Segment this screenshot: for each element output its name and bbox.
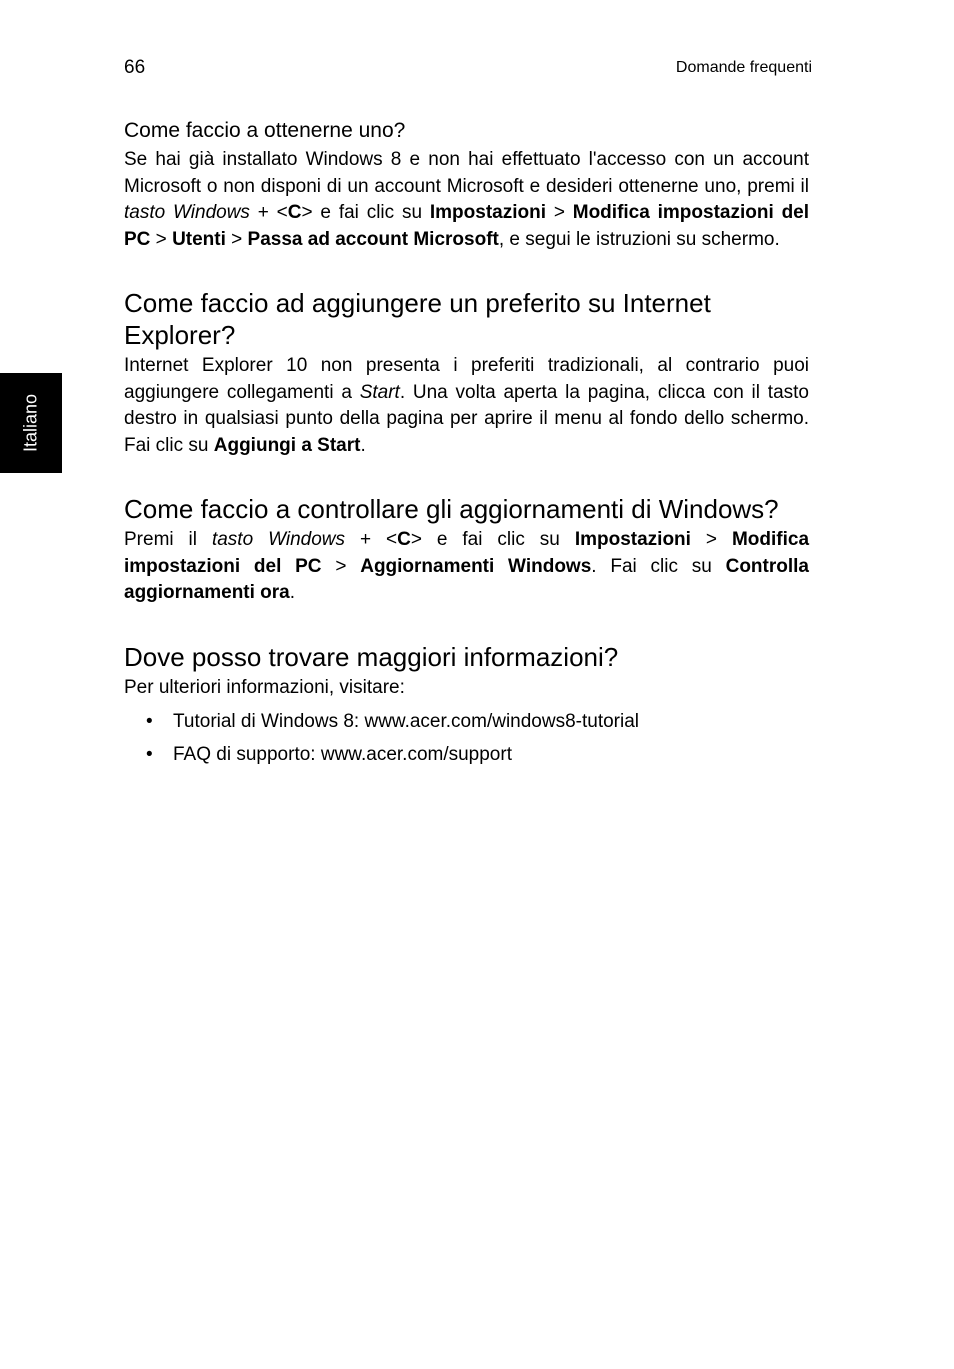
info-link-list xyxy=(124,709,809,768)
running-header: Domande frequenti xyxy=(675,59,812,76)
text-run-bold: Utenti xyxy=(172,228,226,250)
text-run: , e segui le istruzioni su schermo. xyxy=(498,228,780,250)
text-run: > xyxy=(150,228,173,250)
page-content xyxy=(124,117,809,775)
section-updates xyxy=(124,493,809,607)
text-run-bold: Controlla aggiornamenti ora xyxy=(124,555,809,603)
bullet: • xyxy=(146,711,153,732)
language-side-tab-label: Italiano xyxy=(20,393,41,453)
text-run: . xyxy=(360,434,366,456)
list-item xyxy=(124,742,809,768)
info-heading: Dove posso trovare maggiori informazioni? xyxy=(124,641,619,672)
language-side-tab xyxy=(0,373,62,473)
text-run-bold: Aggiornamenti Windows xyxy=(360,555,592,577)
section-account xyxy=(124,117,809,253)
text-run: . Una volta aperta la pagina, clicca con il tasto destro in qualsiasi punto della pagina per aprire il menu al fondo dello schermo. Fai clic su xyxy=(124,381,809,456)
text-run: + < xyxy=(345,529,398,550)
text-run: . Fai clic su xyxy=(591,555,726,577)
text-run-italic: Start xyxy=(359,381,400,403)
text-run-italic: tasto Windows xyxy=(211,529,346,550)
text-run: > e fai clic su xyxy=(301,202,430,223)
text-run: > xyxy=(225,228,248,250)
text-run-bold: C xyxy=(397,529,411,550)
account-subheading: Come faccio a ottenerne uno? xyxy=(124,119,406,142)
text-run-bold: Modifica impostazioni del PC xyxy=(124,529,810,577)
text-run: > xyxy=(690,529,732,550)
text-run-bold: Impostazioni xyxy=(429,202,546,223)
text-run: > e fai clic su xyxy=(410,529,575,550)
list-item-text: Tutorial di Windows 8: www.acer.com/windows8-tutorial xyxy=(173,711,640,732)
section-info xyxy=(124,641,809,769)
text-run-bold: Impostazioni xyxy=(574,529,691,550)
list-item xyxy=(124,709,809,735)
text-run: Internet Explorer 10 non presenta i preferiti tradizionali, al contrario puoi aggiungere collegamenti a xyxy=(124,355,809,403)
text-run: . xyxy=(289,582,296,603)
text-run-italic: tasto Windows xyxy=(124,202,250,223)
text-run-bold: Passa ad account Microsoft xyxy=(247,228,499,250)
favorites-paragraph xyxy=(124,353,809,459)
text-run: Premi il xyxy=(124,529,212,550)
favorites-heading: Come faccio ad aggiungere un preferito su Internet Explorer? xyxy=(124,288,711,350)
page-number: 66 xyxy=(124,57,146,78)
account-paragraph xyxy=(124,147,809,253)
text-run: + < xyxy=(249,202,288,223)
section-favorites xyxy=(124,287,809,459)
updates-paragraph xyxy=(124,527,809,607)
text-run: Se hai già installato Windows 8 e non hai effettuato l'accesso con un account Microsoft o non disponi di un account Microsoft e desideri ottenerne uno, premi il xyxy=(124,149,809,197)
text-run-bold: Modifica impostazioni del PC xyxy=(124,202,810,250)
bullet: • xyxy=(146,744,153,765)
text-run: > xyxy=(546,202,573,223)
updates-heading: Come faccio a controllare gli aggiornamenti di Windows? xyxy=(124,494,779,524)
list-item-text: FAQ di supporto: www.acer.com/support xyxy=(173,744,512,765)
info-intro: Per ulteriori informazioni, visitare: xyxy=(124,676,405,698)
text-run-bold: Aggiungi a Start xyxy=(213,434,361,456)
text-run: > xyxy=(321,555,361,577)
text-run-bold: C xyxy=(287,202,302,223)
